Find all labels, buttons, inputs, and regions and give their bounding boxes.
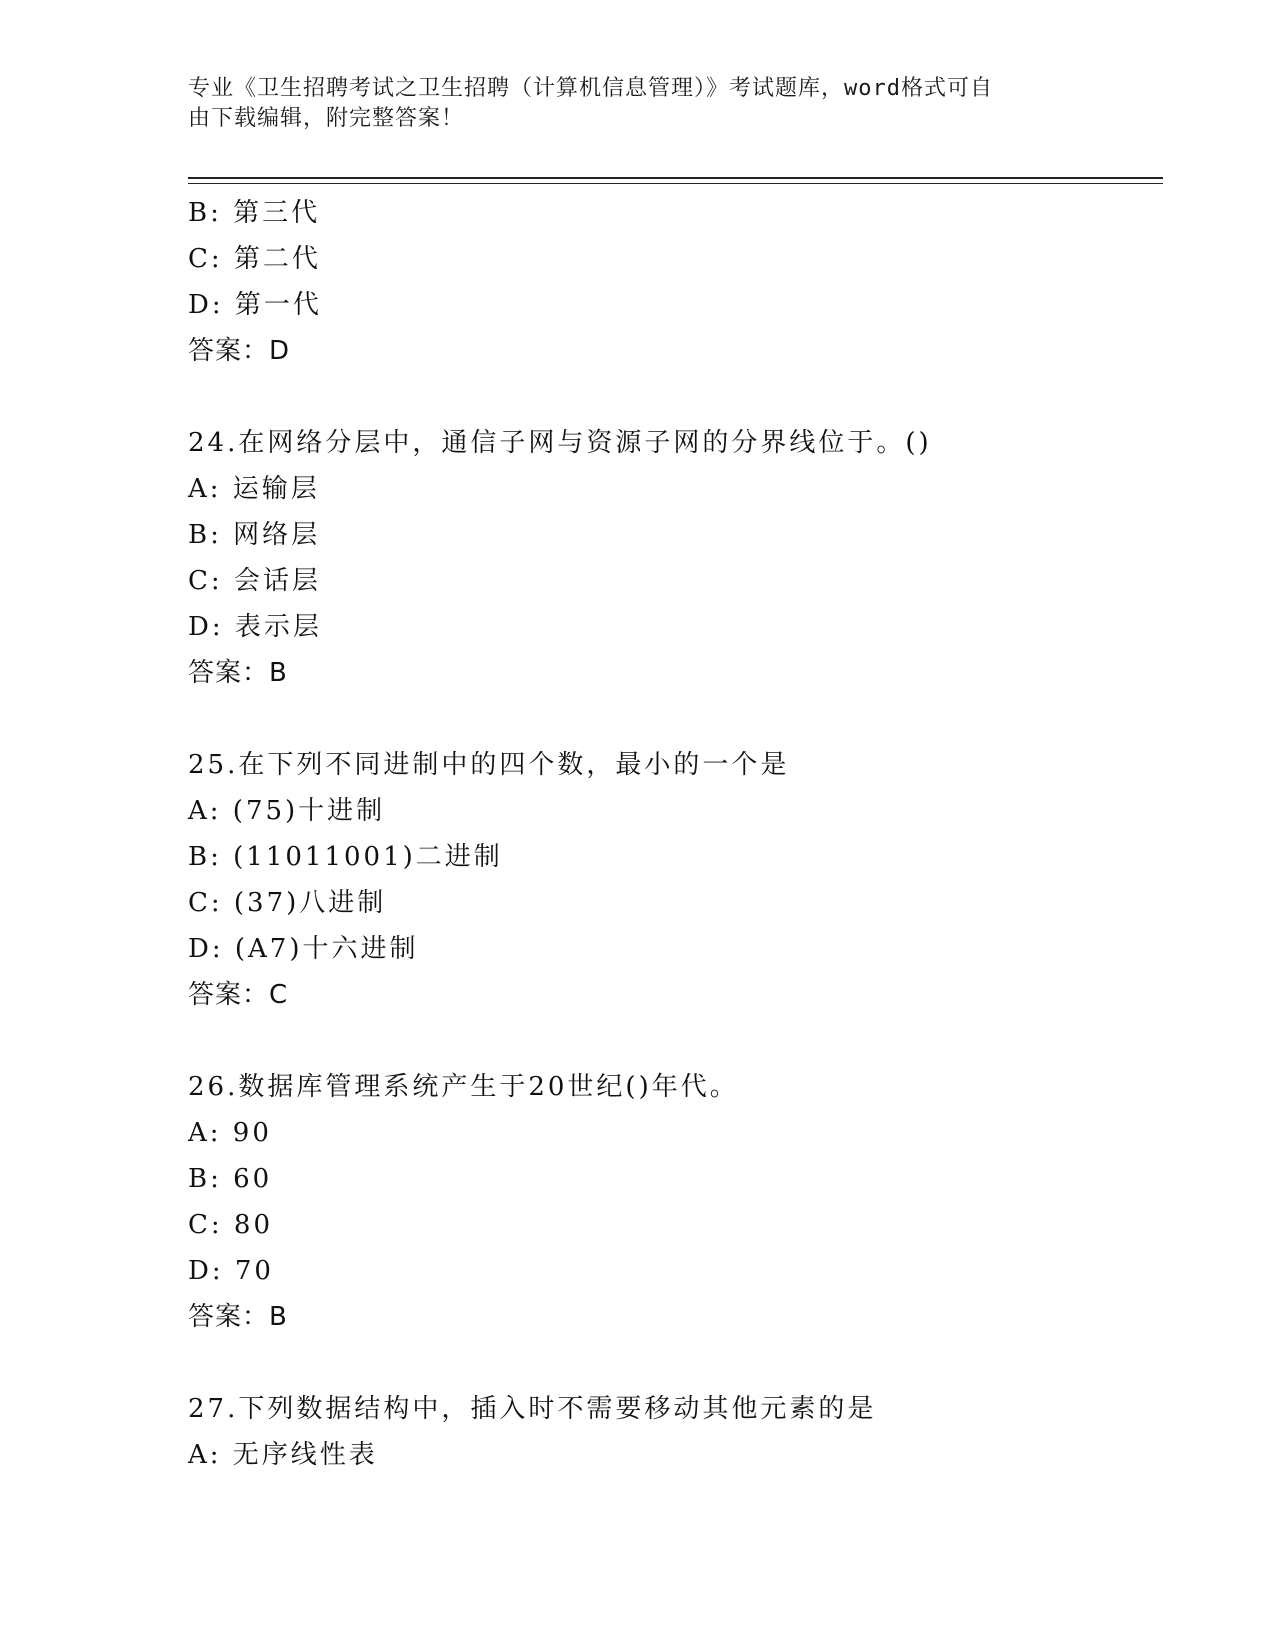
question-text: 27.下列数据结构中，插入时不需要移动其他元素的是 bbox=[188, 1394, 877, 1424]
option-c: C: (37)八进制 bbox=[188, 888, 387, 918]
header-line-2: 由下载编辑，附完整答案！ bbox=[188, 106, 465, 131]
question-text: 25.在下列不同进制中的四个数，最小的一个是 bbox=[188, 750, 790, 780]
spacer bbox=[188, 1018, 1148, 1064]
option-c: C: 第二代 bbox=[188, 244, 321, 274]
question-block-24 bbox=[188, 420, 1148, 696]
option-c: C: 80 bbox=[188, 1210, 274, 1240]
option-a: A: 无序线性表 bbox=[188, 1440, 378, 1470]
question-block-27 bbox=[188, 1386, 1148, 1478]
question-list bbox=[188, 190, 1148, 1478]
question-block-23 bbox=[188, 190, 1148, 374]
spacer bbox=[188, 374, 1148, 420]
question-text: 24.在网络分层中，通信子网与资源子网的分界线位于。() bbox=[188, 428, 932, 458]
option-b: B: 第三代 bbox=[188, 198, 321, 228]
option-d: D: (A7)十六进制 bbox=[188, 934, 419, 964]
option-a: A: 运输层 bbox=[188, 474, 320, 504]
answer-line: 答案：B bbox=[188, 1302, 288, 1332]
answer-line: 答案：D bbox=[188, 336, 291, 366]
option-a: A: 90 bbox=[188, 1118, 272, 1148]
option-b: B: 60 bbox=[188, 1164, 273, 1194]
question-block-26 bbox=[188, 1064, 1148, 1340]
option-a: A: (75)十进制 bbox=[188, 796, 386, 826]
option-d: D: 第一代 bbox=[188, 290, 322, 320]
document-header bbox=[188, 74, 1068, 134]
header-divider-thin bbox=[188, 183, 1163, 184]
answer-line: 答案：C bbox=[188, 980, 289, 1010]
spacer bbox=[188, 1340, 1148, 1386]
option-b: B: (11011001)二进制 bbox=[188, 842, 503, 872]
option-b: B: 网络层 bbox=[188, 520, 321, 550]
answer-line: 答案：B bbox=[188, 658, 288, 688]
option-c: C: 会话层 bbox=[188, 566, 321, 596]
header-divider-thick bbox=[188, 177, 1163, 179]
option-d: D: 表示层 bbox=[188, 612, 322, 642]
question-text: 26.数据库管理系统产生于20世纪()年代。 bbox=[188, 1072, 739, 1102]
question-block-25 bbox=[188, 742, 1148, 1018]
spacer bbox=[188, 696, 1148, 742]
header-line-1: 专业《卫生招聘考试之卫生招聘（计算机信息管理）》考试题库，word格式可自 bbox=[188, 76, 993, 101]
option-d: D: 70 bbox=[188, 1256, 274, 1286]
